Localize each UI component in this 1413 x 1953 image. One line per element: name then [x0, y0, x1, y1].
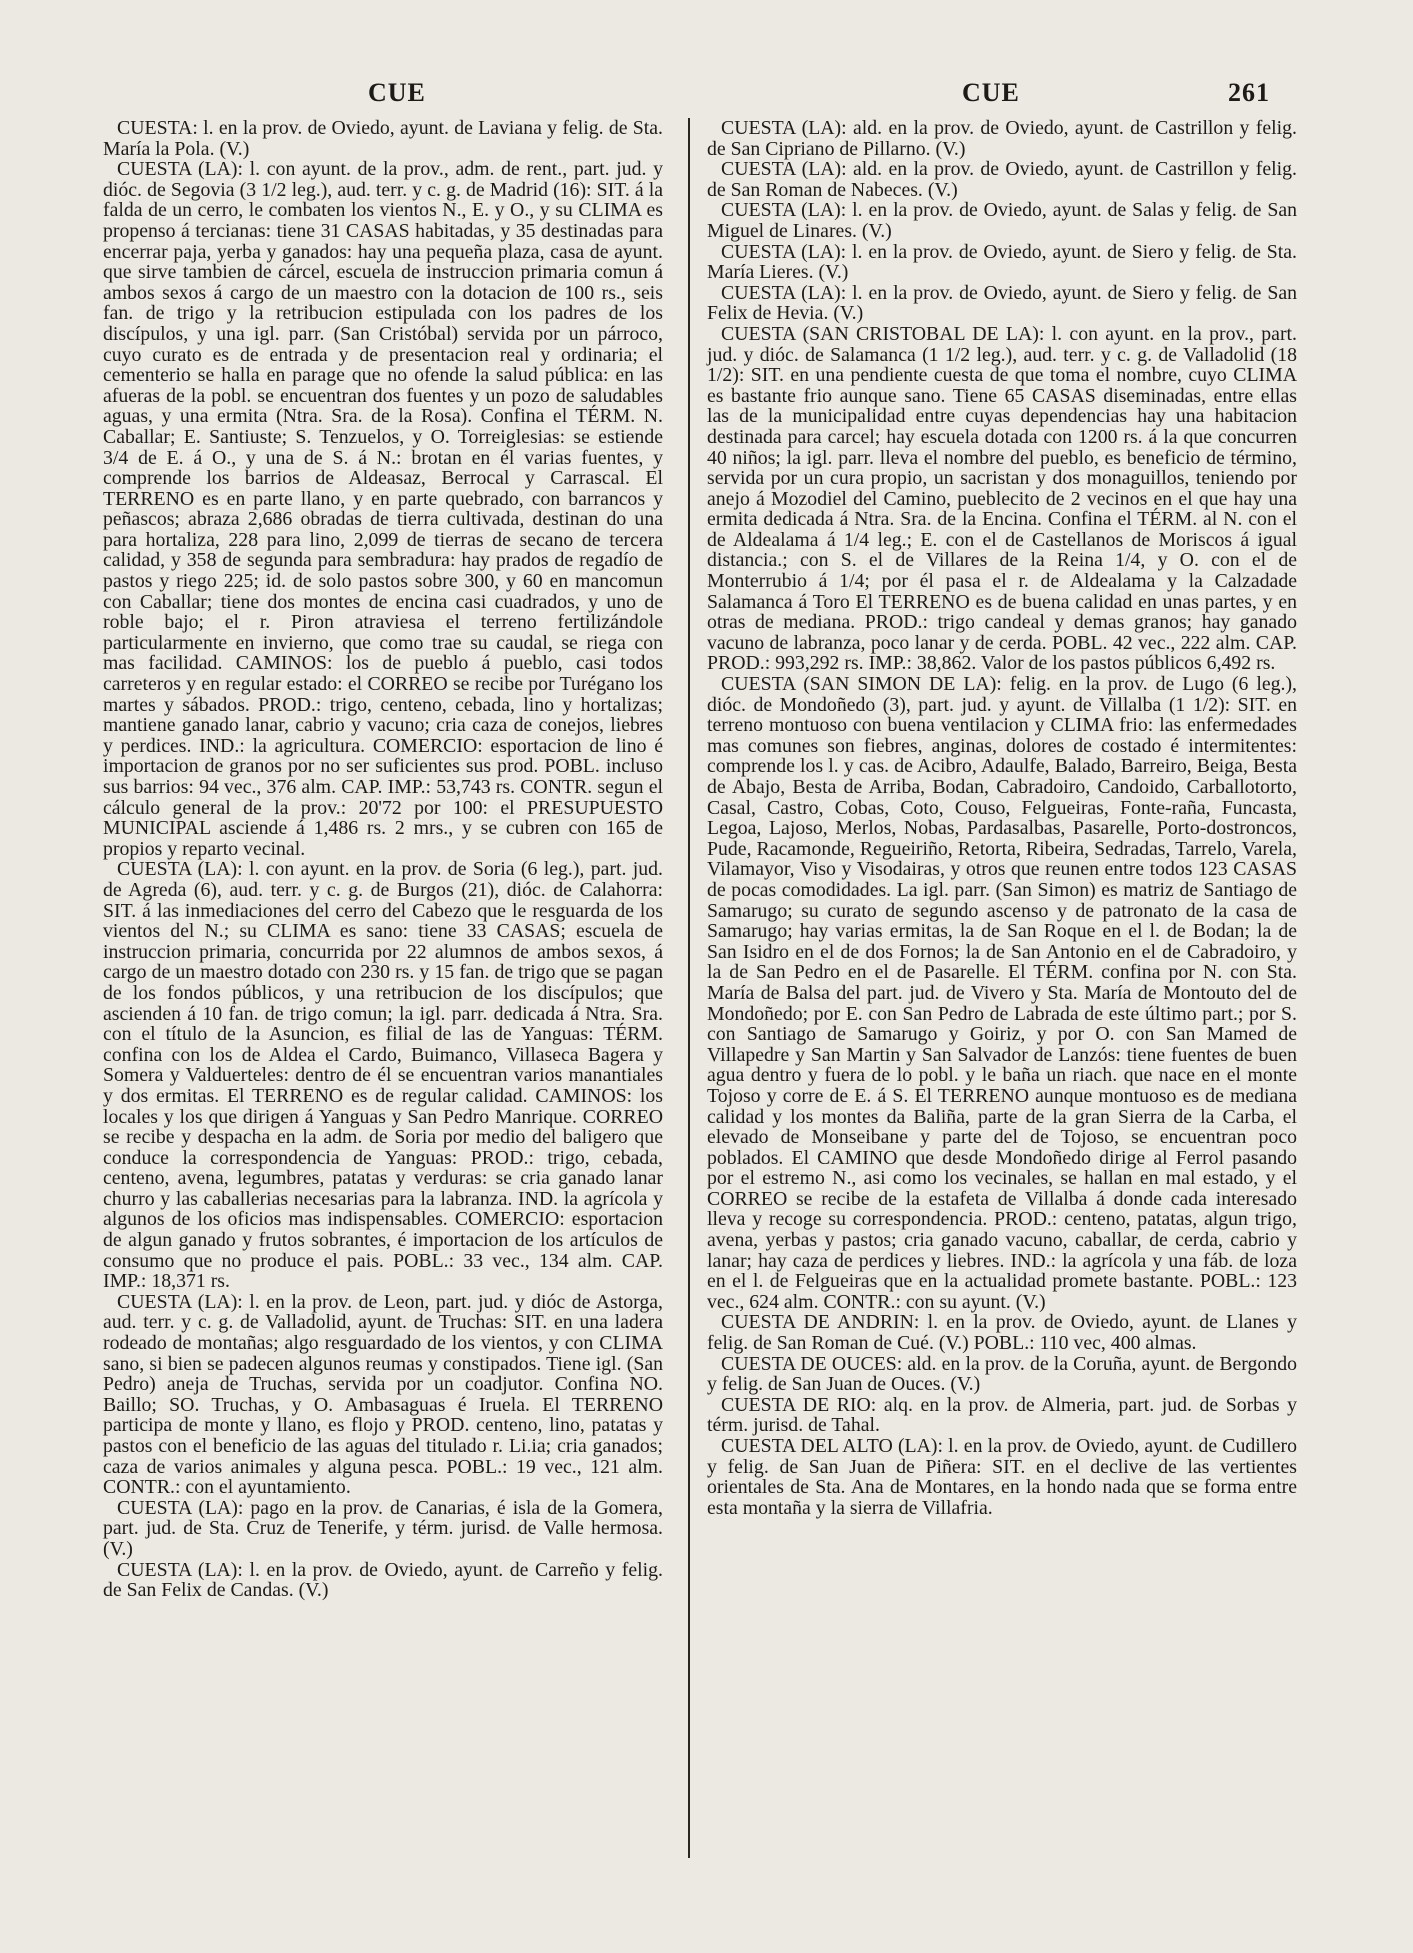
entry-cuesta-pillarno: CUESTA (LA): ald. en la prov. de Oviedo, ayunt. de Castrillon y felig. de San Cipriano de Pillarno. (V.): [707, 117, 1297, 160]
entry-cuesta-san-simon: CUESTA (SAN SIMON DE LA): felig. en la prov. de Lugo (6 leg.), dióc. de Mondoñedo (3), part. jud. y ayunt. de Villalba (1 1/2): SIT. en terreno montuoso con buena ventilacion y CLIMA frio: las enfermedades mas comunes son fiebres, anginas, dolores de costado é intermitentes: comprende los l. y cas. de Acibro, Adaulfe, Balado, Barreiro, Beiga, Besta de Abajo, Besta de Arriba, Bodan, Cabradoiro, Candoido, Carballotorto, Casal, Castro, Cobas, Coto, Couso, Felgueiras, Fonte-raña, Funcasta, Legoa, Lajoso, Merlos, Nobas, Pardasalbas, Pasarelle, Porto-dostroncos, Pude, Racamonde, Regueiriño, Retorta, Ribeira, Sedradas, Tarrelo, Varela, Vilamayor, Viso y Visodairas, y otros que reunen entre todos 123 CASAS de pocas comodidades. La igl. parr. (San Simon) es matriz de Santiago de Samarugo; su curato de segundo ascenso y de patronato de la casa de Samarugo; hay varias ermitas, la de San Roque en el l. de Bodan; la de San Isidro en el de dos Fornos; la de San Antonio en el de Cabradoiro, y la de San Pedro en el de Pasarelle. El TÉRM. confina por N. con Sta. María de Balsa del part. jud. de Vivero y Sta. María de Montouto del de Mondoñedo; por E. con San Pedro de Labrada de este último part.; por S. con Santiago de Samarugo y Goiriz, y por O. con San Mamed de Villapedre y San Martin y San Salvador de Lanzós: tiene fuentes de buen agua dentro y fuera de lo pobl. y le baña un riach. que nace en el monte Tojoso y corre de E. á S. El TERRENO aunque montuoso es de mediana calidad y los montes da Baliña, parte de la gran Sierra de la Carba, el elevado de Monseibane y parte del de Tojoso, se encuentran poco poblados. El CAMINO que desde Mondoñedo dirige al Ferrol pasando por el estremo N., asi como los vecinales, se hallan en mal estado, y el CORREO se recibe de la estafeta de Villalba á donde cada interesado lleva y recoge su correspondencia. PROD.: centeno, patatas, algun trigo, avena, yerbas y pastos; cria ganado vacuno, caballar, de cerda, cabrio y lanar; hay caza de perdices y liebres. IND.: la agrícola y una fáb. de loza en el l. de Felgueiras que en la actualidad promete bastante. POBL.: 123 vec., 624 alm. CONTR.: con su ayunt. (V.): [707, 673, 1297, 1313]
entry-cuesta-hevia: CUESTA (LA): l. en la prov. de Oviedo, ayunt. de Siero y felig. de San Felix de Hevia. (V.): [707, 281, 1297, 325]
entry-cuesta-de-ouces: CUESTA DE OUCES: ald. en la prov. de la Coruña, ayunt. de Bergondo y felig. de San Juan de Ouces. (V.): [707, 1352, 1297, 1396]
running-header-right: CUE: [962, 78, 1020, 107]
entry-cuesta-del-alto: CUESTA DEL ALTO (LA): l. en la prov. de Oviedo, ayunt. de Cudillero y felig. de San Juan de Piñera: SIT. en el declive de las vertientes orientales de Sta. Ana de Montares, en la hondo nada que se forma entre esta montaña y la sierra de Villafria.: [707, 1435, 1297, 1519]
entry-cuesta-carreno: CUESTA (LA): l. en la prov. de Oviedo, ayunt. de Carreño y felig. de San Felix de Candas. (V.): [103, 1558, 663, 1602]
entry-cuesta-de-andrin: CUESTA DE ANDRIN: l. en la prov. de Oviedo, ayunt. de Llanes y felig. de San Roman de Cué. (V.) POBL.: 110 vec, 400 almas.: [707, 1311, 1297, 1355]
page-number: 261: [1228, 78, 1270, 107]
entry-cuesta-nabeces: CUESTA (LA): ald. en la prov. de Oviedo, ayunt. de Castrillon y felig. de San Roman de Nabeces. (V.): [707, 158, 1297, 201]
entry-cuesta-de-rio: CUESTA DE RIO: alq. en la prov. de Almeria, part. jud. de Sorbas y térm. jurisd. de Tahal.: [707, 1393, 1297, 1437]
entry-cuesta-lieres: CUESTA (LA): l. en la prov. de Oviedo, ayunt. de Siero y felig. de Sta. María Lieres. (V.): [707, 240, 1297, 284]
entry-cuesta-leon: CUESTA (LA): l. en la prov. de Leon, part. jud. y dióc de Astorga, aud. terr. y c. g. de Valladolid, ayunt. de Truchas: SIT. en una ladera rodeado de montañas; algo resguardado de los vientos, y con CLIMA sano, si bien se padecen algunos reumas y constipados. Tiene igl. (San Pedro) aneja de Truchas, servida por un coadjutor. Confina NO. Baillo; SO. Truchas, y O. Ambasaguas é Iruela. El TERRENO participa de monte y llano, es flojo y PROD. centeno, lino, patatas y pastos con el beneficio de las aguas del titulado r. Li.ia; cria ganados; caza de varios animales y alguna pesca. POBL.: 19 vec., 121 alm. CONTR.: con el ayuntamiento.: [103, 1290, 663, 1499]
running-header-left: CUE: [368, 78, 426, 107]
entry-cuesta-soria: CUESTA (LA): l. con ayunt. en la prov. de Soria (6 leg.), part. jud. de Agreda (6), aud. terr. y c. g. de Burgos (21), dióc. de Calahorra: SIT. á las inmediaciones del cerro del Cabezo que le resguarda de los vientos del N.; su CLIMA es sano: tiene 33 CASAS; escuela de instruccion primaria, concurrida por 22 alumnos de ambos sexos, á cargo de un maestro dotado con 230 rs. y 15 fan. de trigo que se pagan de los fondos públicos, y una retribucion de los discípulos; que ascienden á 10 fan. de trigo comun; la igl. parr. dedicada á Ntra. Sra. con el título de la Asuncion, es filial de las de Yanguas: TÉRM. confina con los de Aldea el Cardo, Buimanco, Villaseca Bagera y Somera y Valduerteles: dentro de él se encuentran varios manantiales y dos ermitas. El TERRENO es de regular calidad. CAMINOS: los locales y los que dirigen á Yanguas y San Pedro Manrique. CORREO se recibe y despacha en la adm. de Soria por medio del baligero que conduce la correspondencia de Yanguas: PROD.: trigo, cebada, centeno, avena, legumbres, patatas y verduras: se cria ganado lanar churro y las caballerias necesarias para la labranza. IND. la agrícola y algunos de los oficios mas indispensables. COMERCIO: esportacion de algun ganado y frutos sobrantes, é importacion de los artículos de consumo que no produce el pais. POBL.: 33 vec., 134 alm. CAP. IMP.: 18,371 rs.: [103, 858, 663, 1293]
entry-cuesta-salas: CUESTA (LA): l. en la prov. de Oviedo, ayunt. de Salas y felig. de San Miguel de Linares. (V.): [707, 199, 1297, 242]
left-column: [103, 118, 663, 1601]
entry-cuesta-segovia: CUESTA (LA): l. con ayunt. de la prov., adm. de rent., part. jud. y dióc. de Segovia (3 1/2 leg.), aud. terr. y c. g. de Madrid (16): SIT. á la falda de un cerro, le combaten los vientos N., E. y O., y su CLIMA es propenso á tercianas: tiene 31 CASAS habitadas, y 35 destinadas para encerrar paja, yerba y ganados: hay una pequeña plaza, casa de ayunt. que sirve tambien de cárcel, escuela de instruccion primaria comun á ambos sexos á cargo de un maestro con la dotacion de 100 rs., seis fan. de trigo y la retribucion estipulada con los padres de los discípulos, y una igl. parr. (San Cristóbal) servida por un párroco, cuyo curato es de entrada y de presentacion real y ordinaria; el cementerio se halla en parage que no ofende la salud pública: en las afueras de la pobl. se encuentran dos fuentes y un pozo de saludables aguas, y una ermita (Ntra. Sra. de la Rosa). Confina el TÉRM. N. Caballar; E. Santiuste; S. Tenzuelos, y O. Torreiglesias: se estiende 3/4 de E. á O., y una de S. á N.: brotan en él varias fuentes, y comprende los barrios de Aldeasaz, Berrocal y Carrascal. El TERRENO es en parte llano, y en parte quebrado, con barrancos y peñascos; abraza 2,686 obradas de tierra cultivada, destinan do una para hortaliza, 228 para lino, 2,099 de tierras de secano de tercera calidad, y 358 de segunda para sembradura: hay prados de regadío de pastos y riego 225; id. de solo pastos sobre 300, y 60 en mancomun con Caballar; tiene dos montes de encina casi cuadrados, y uno de roble bajo; el r. Piron atraviesa el terreno fertilizándole particularmente en invierno, que como trae su caudal, se riega con mas facilidad. CAMINOS: los de pueblo á pueblo, casi todos carreteros y en regular estado: el CORREO se recibe por Turégano los martes y sábados. PROD.: trigo, centeno, cebada, lino y hortalizas; mantiene ganado lanar, cabrio y vacuno; cria caza de conejos, liebres y perdices. IND.: la agricultura. COMERCIO: esportacion de lino é importacion de granos por no ser suficientes sus prod. POBL. incluso sus barrios: 94 vec., 376 alm. CAP. IMP.: 53,743 rs. CONTR. segun el cálculo general de la prov.: 20'72 por 100: el PRESUPUESTO MUNICIPAL asciende á 1,486 rs. 2 mrs., y se cubren con 165 de propios y reparto vecinal.: [103, 158, 663, 860]
entry-cuesta-laviana: CUESTA: l. en la prov. de Oviedo, ayunt. de Laviana y felig. de Sta. María la Pola. (V.): [103, 117, 663, 160]
entry-cuesta-san-cristobal: CUESTA (SAN CRISTOBAL DE LA): l. con ayunt. en la prov., part. jud. y dióc. de Salamanca (1 1/2 leg.), aud. terr. y c. g. de Valladolid (18 1/2): SIT. en una pendiente cuesta de que toma el nombre, cuyo CLIMA es bastante frio aunque sano. Tiene 65 CASAS diseminadas, entre ellas las de la municipalidad entre cuyas dependencias hay una habitacion destinada para carcel; hay escuela dotada con 1200 rs. á la que concurren 40 niños; la igl. parr. lleva el nombre del pueblo, es beneficio de término, servida por un cura propio, un sacristan y dos monaguillos, teniendo por anejo á Mozodiel del Camino, pueblecito de 2 vecinos en el que hay una ermita dedicada á Ntra. Sra. de la Encina. Confina el TÉRM. al N. con el de Aldealama á 1/4 leg.; E. con el de Castellanos de Moriscos á igual distancia.; con S. el de Villares de la Reina 1/4, y O. con el de Monterrubio á 1/4; por él pasa el r. de Aldealama y la Calzadade Salamanca á Toro El TERRENO es de buena calidad en unas partes, y en otras de mediana. PROD.: trigo candeal y demas granos; hay ganado vacuno de labranza, poco lanar y de cerda. POBL. 42 vec., 222 alm. CAP. PROD.: 993,292 rs. IMP.: 38,862. Valor de los pastos públicos 6,492 rs.: [707, 322, 1297, 675]
column-divider: [688, 118, 690, 1858]
entry-cuesta-canarias: CUESTA (LA): pago en la prov. de Canarias, é isla de la Gomera, part. jud. de Sta. Cruz de Tenerife, y térm. jurisd. de Valle hermosa. (V.): [103, 1496, 663, 1560]
right-column: [707, 118, 1297, 1518]
